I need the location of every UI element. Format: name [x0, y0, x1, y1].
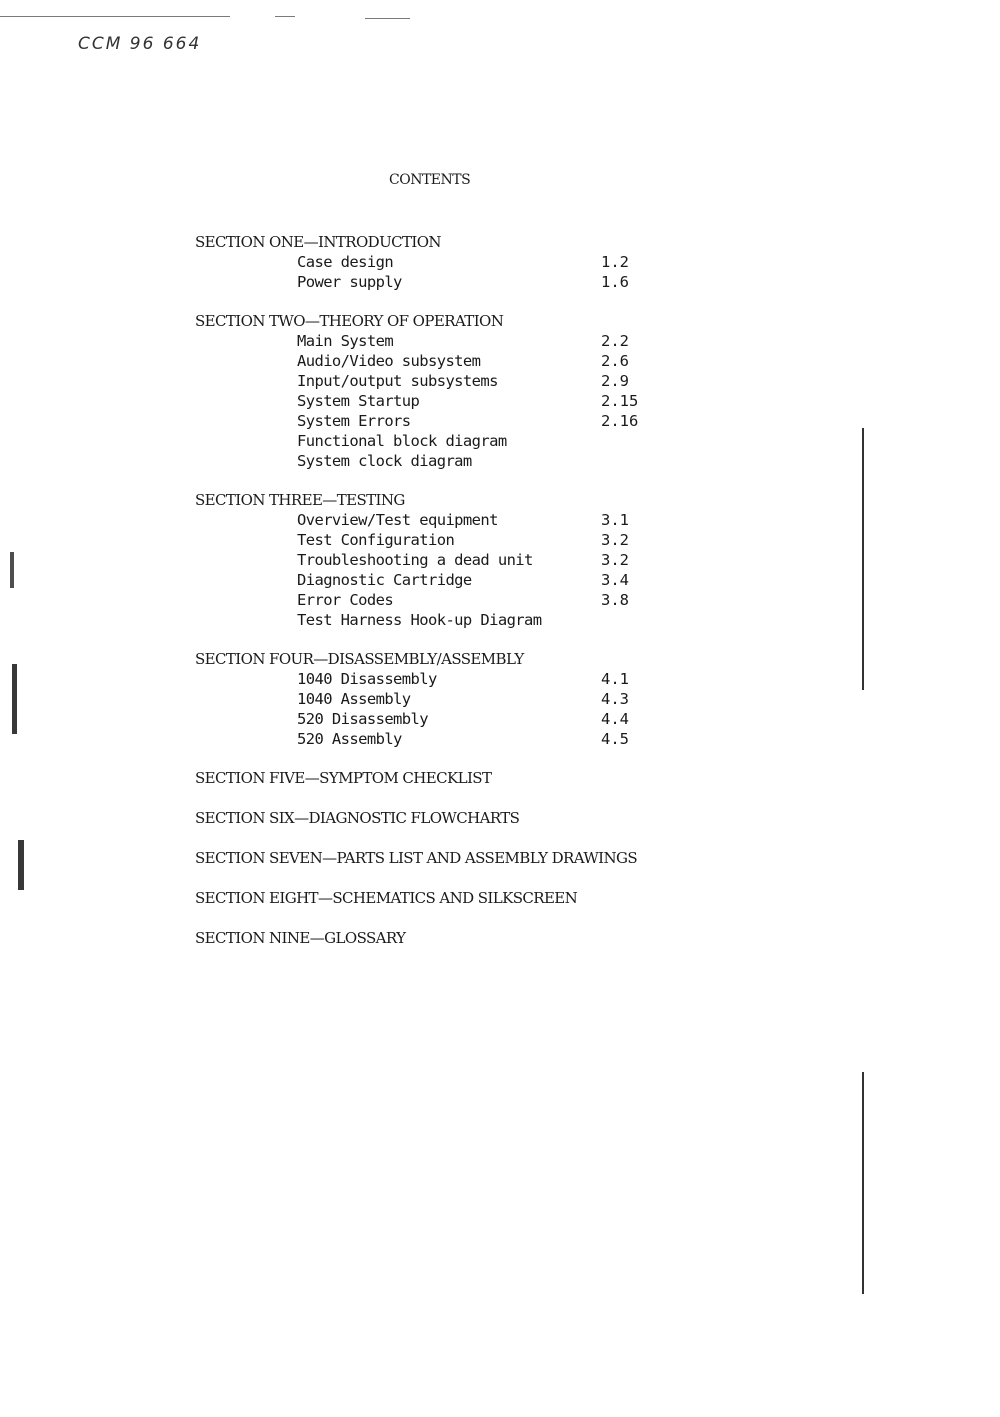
entry-name: 520 Assembly — [297, 730, 402, 748]
toc-section — [195, 649, 735, 749]
toc-entry — [195, 431, 735, 451]
toc-section — [195, 311, 735, 471]
section-heading: SECTION ONE—INTRODUCTION — [195, 233, 441, 251]
toc-section — [195, 808, 735, 828]
toc-section — [195, 768, 735, 788]
toc-entry — [195, 669, 735, 689]
section-heading: SECTION NINE—GLOSSARY — [195, 929, 406, 947]
entry-page: 3.8 — [601, 591, 629, 609]
entry-page: 4.3 — [601, 690, 629, 708]
entry-page: 1.6 — [601, 273, 629, 291]
section-heading: SECTION SEVEN—PARTS LIST AND ASSEMBLY DRAWINGS — [195, 849, 638, 867]
entry-page: 3.2 — [601, 531, 629, 549]
entry-name: System clock diagram — [297, 452, 472, 470]
handwritten-note: CCM 96 664 — [78, 34, 202, 54]
toc-entry — [195, 272, 735, 292]
entry-name: Power supply — [297, 273, 402, 291]
entry-name: Case design — [297, 253, 394, 271]
section-heading: SECTION SIX—DIAGNOSTIC FLOWCHARTS — [195, 809, 520, 827]
margin-bar — [862, 428, 864, 690]
scan-edge-line — [275, 16, 295, 17]
section-heading: SECTION THREE—TESTING — [195, 491, 405, 509]
toc-section — [195, 232, 735, 292]
entry-name: 1040 Assembly — [297, 690, 411, 708]
toc-entry — [195, 709, 735, 729]
toc-entry — [195, 371, 735, 391]
scan-edge-line — [0, 16, 230, 17]
binding-mark — [10, 552, 14, 588]
page-title: CONTENTS — [389, 172, 471, 188]
entry-page: 4.1 — [601, 670, 629, 688]
table-of-contents — [195, 232, 735, 968]
entry-page: 2.16 — [601, 412, 639, 430]
entry-page: 2.9 — [601, 372, 629, 390]
margin-bar — [862, 1072, 864, 1294]
toc-entry — [195, 252, 735, 272]
section-heading: SECTION FIVE—SYMPTOM CHECKLIST — [195, 769, 492, 787]
entry-page: 2.2 — [601, 332, 629, 350]
toc-entry — [195, 530, 735, 550]
entry-page: 3.1 — [601, 511, 629, 529]
entry-name: Functional block diagram — [297, 432, 507, 450]
entry-name: 1040 Disassembly — [297, 670, 437, 688]
toc-section — [195, 928, 735, 948]
toc-entry — [195, 331, 735, 351]
section-heading: SECTION FOUR—DISASSEMBLY/ASSEMBLY — [195, 650, 524, 668]
toc-entry — [195, 610, 735, 630]
section-heading: SECTION TWO—THEORY OF OPERATION — [195, 312, 504, 330]
entry-name: System Errors — [297, 412, 411, 430]
entry-page: 3.2 — [601, 551, 629, 569]
entry-page: 2.15 — [601, 392, 639, 410]
toc-entry — [195, 550, 735, 570]
binding-mark — [18, 840, 24, 890]
toc-entry — [195, 689, 735, 709]
binding-mark — [12, 664, 17, 734]
entry-name: Troubleshooting a dead unit — [297, 551, 533, 569]
toc-entry — [195, 411, 735, 431]
entry-page: 1.2 — [601, 253, 629, 271]
section-heading: SECTION EIGHT—SCHEMATICS AND SILKSCREEN — [195, 889, 578, 907]
entry-page: 3.4 — [601, 571, 629, 589]
entry-page: 4.4 — [601, 710, 629, 728]
entry-name: Diagnostic Cartridge — [297, 571, 472, 589]
entry-name: Main System — [297, 332, 394, 350]
entry-name: 520 Disassembly — [297, 710, 428, 728]
toc-section — [195, 888, 735, 908]
entry-page: 2.6 — [601, 352, 629, 370]
toc-entry — [195, 391, 735, 411]
entry-name: Overview/Test equipment — [297, 511, 498, 529]
entry-name: Audio/Video subsystem — [297, 352, 481, 370]
toc-section — [195, 490, 735, 630]
toc-entry — [195, 351, 735, 371]
entry-name: Error Codes — [297, 591, 394, 609]
entry-name: Input/output subsystems — [297, 372, 498, 390]
toc-entry — [195, 570, 735, 590]
entry-name: Test Configuration — [297, 531, 455, 549]
toc-section — [195, 848, 735, 868]
entry-name: Test Harness Hook-up Diagram — [297, 611, 542, 629]
toc-entry — [195, 451, 735, 471]
toc-entry — [195, 590, 735, 610]
entry-name: System Startup — [297, 392, 420, 410]
toc-entry — [195, 510, 735, 530]
scan-edge-line — [365, 18, 410, 19]
entry-page: 4.5 — [601, 730, 629, 748]
toc-entry — [195, 729, 735, 749]
